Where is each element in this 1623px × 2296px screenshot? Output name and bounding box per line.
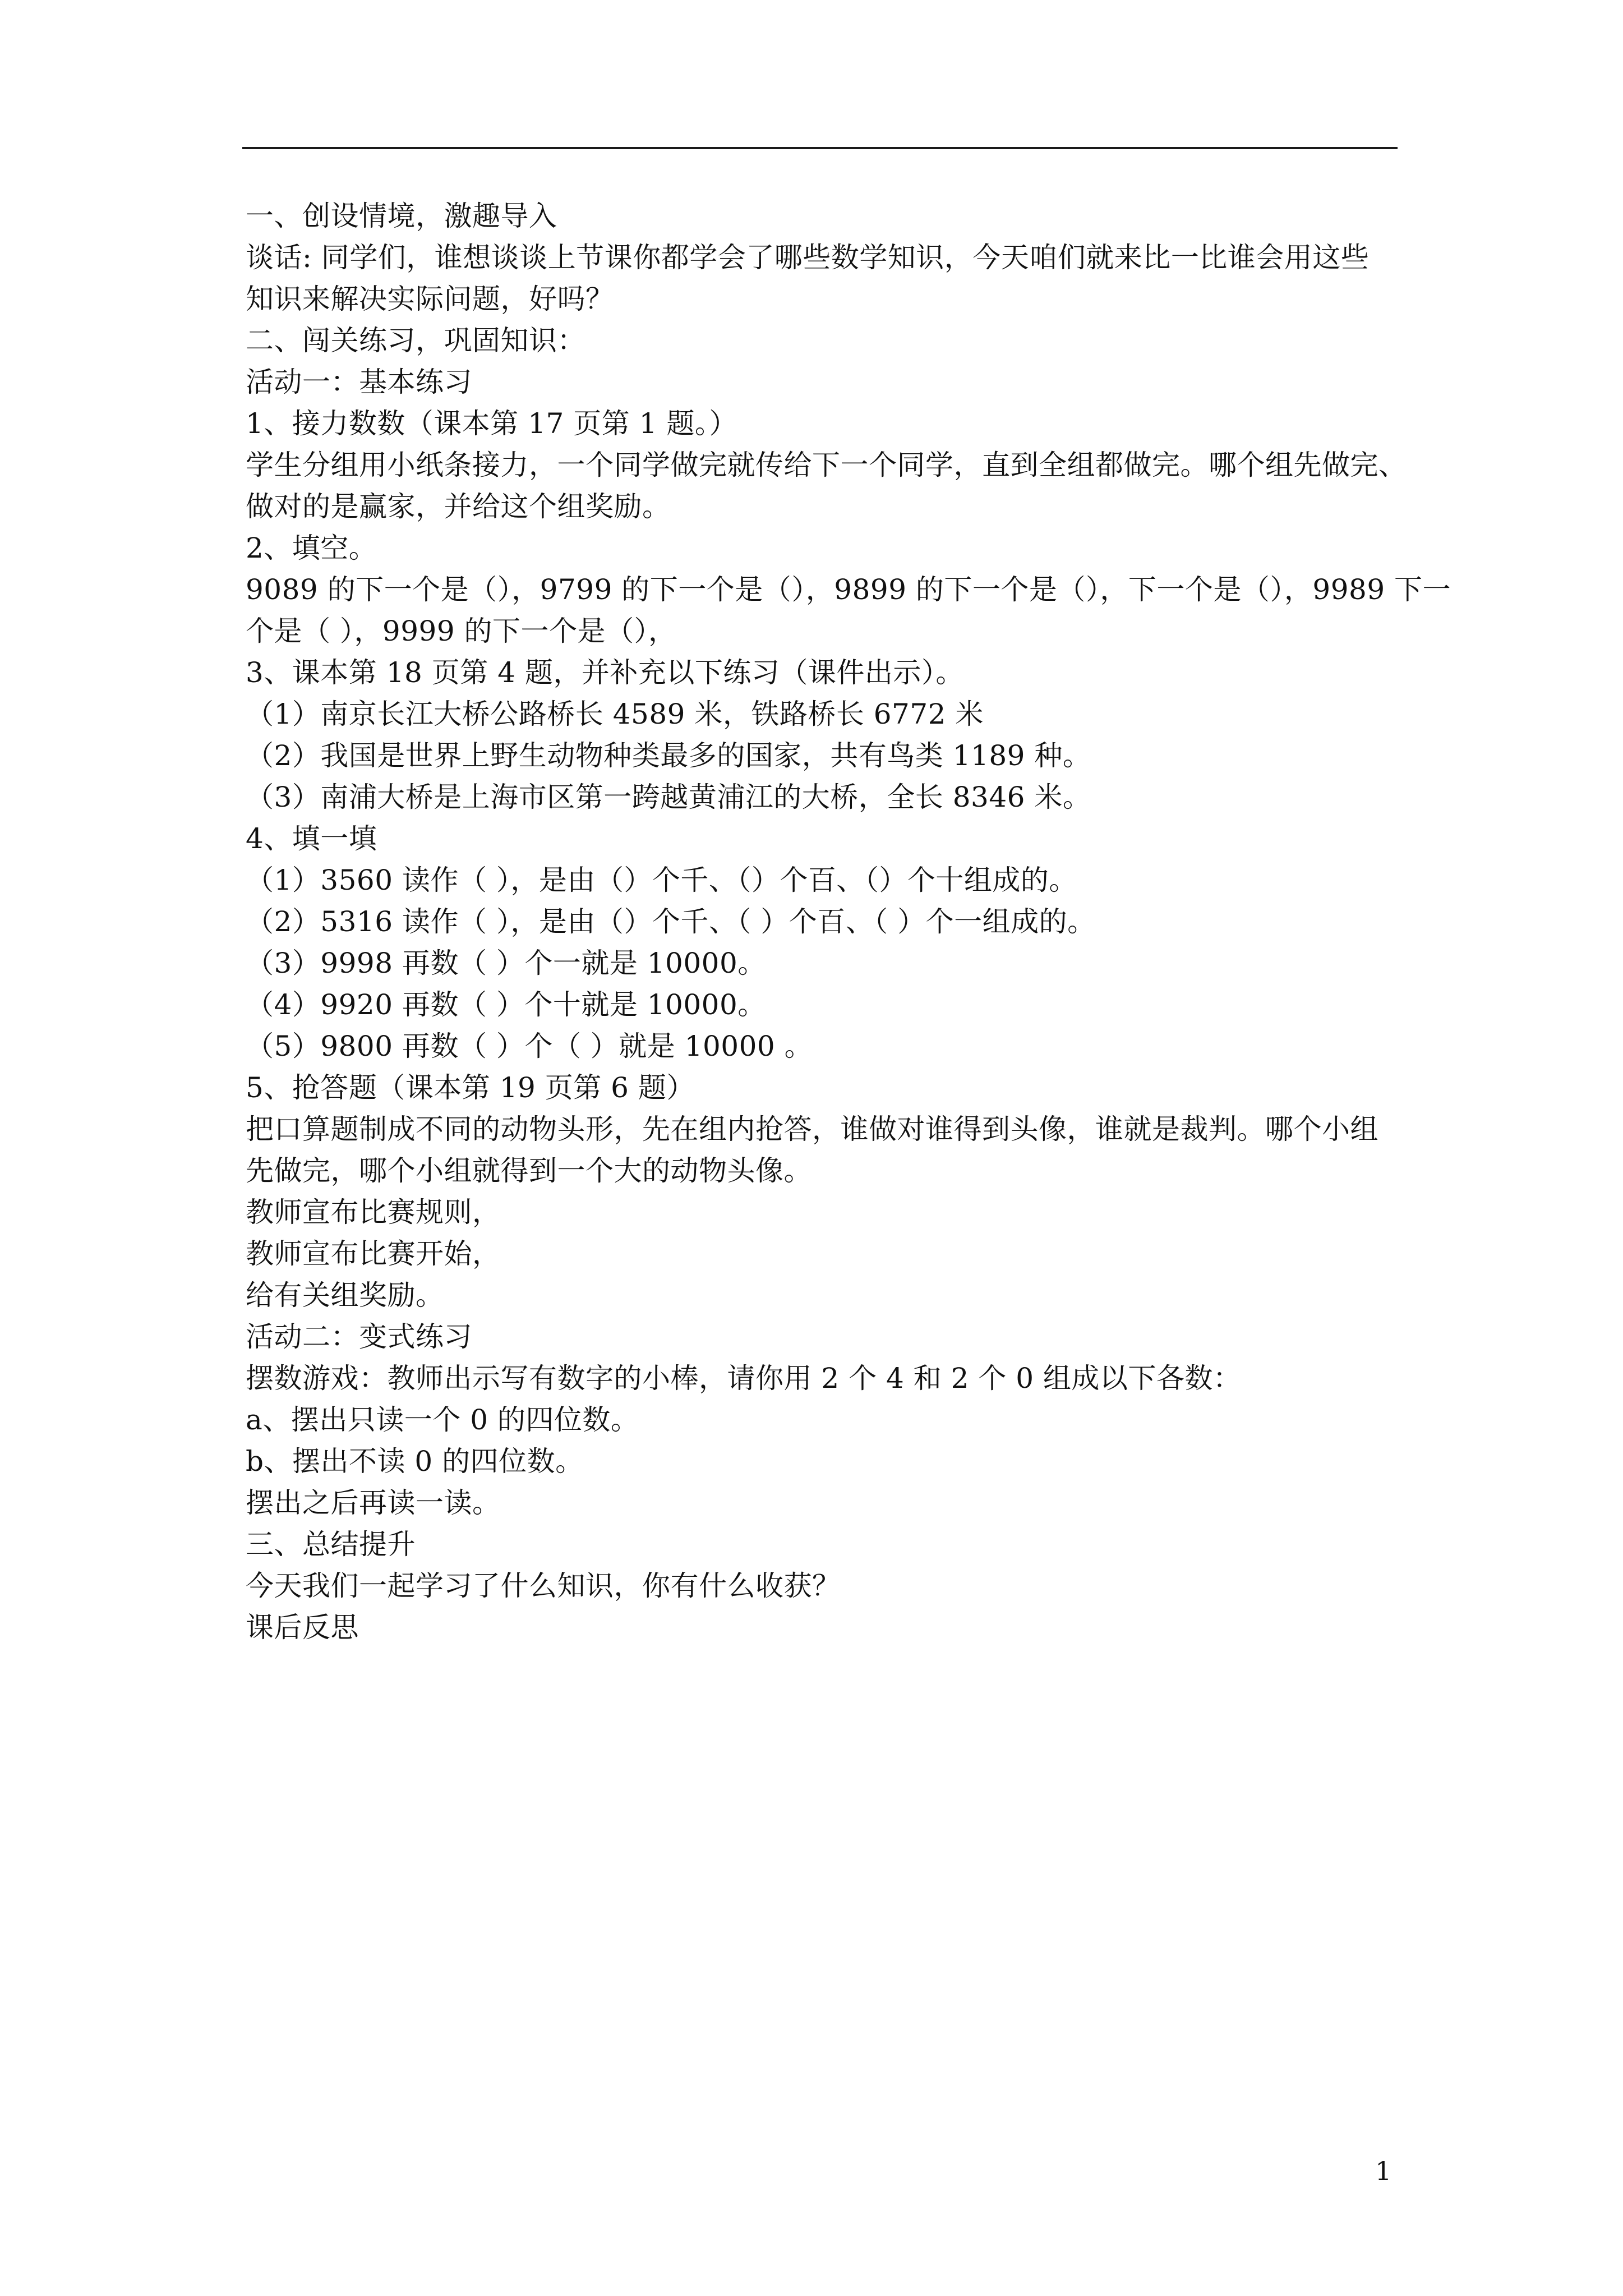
list-item: a、摆出只读一个 0 的四位数。 [246, 1404, 639, 1436]
list-item: （3）南浦大桥是上海市区第一跨越黄浦江的大桥，全长 8346 米。 [246, 781, 1091, 813]
list-item: （5）9800 再数（ ）个（ ）就是 10000 。 [246, 1030, 813, 1062]
paragraph-line: 做对的是赢家，并给这个组奖励。 [246, 490, 671, 523]
list-item: b、摆出不读 0 的四位数。 [246, 1445, 584, 1478]
list-item: （3）9998 再数（ ）个一就是 10000。 [246, 947, 766, 979]
paragraph-line: 9089 的下一个是（），9799 的下一个是（），9899 的下一个是（），下一个是（），9989 下一 [246, 573, 1451, 606]
section-heading-3: 三、总结提升 [246, 1528, 416, 1561]
paragraph-line: 教师宣布比赛规则， [246, 1196, 501, 1228]
paragraph-line: 个是（ ），9999 的下一个是（）， [246, 615, 677, 647]
header-rule [242, 147, 1398, 149]
page-number: 1 [1375, 2156, 1392, 2186]
exercise-heading-2: 2、填空。 [246, 532, 377, 564]
paragraph-line: 今天我们一起学习了什么知识，你有什么收获？ [246, 1570, 841, 1602]
section-heading-2: 二、闯关练习，巩固知识： [246, 324, 585, 357]
reflection-heading: 课后反思 [246, 1611, 359, 1644]
list-item: （1）3560 读作（ ），是由（）个千、（）个百、（）个十组成的。 [246, 864, 1077, 896]
paragraph-line: 先做完，哪个小组就得到一个大的动物头像。 [246, 1154, 812, 1187]
paragraph-line: 摆数游戏：教师出示写有数字的小棒，请你用 2 个 4 和 2 个 0 组成以下各数： [246, 1362, 1242, 1395]
paragraph-line: 学生分组用小纸条接力，一个同学做完就传给下一个同学，直到全组都做完。哪个组先做完、 [246, 449, 1407, 481]
exercise-heading-4: 4、填一填 [246, 822, 377, 855]
paragraph-line: 摆出之后再读一读。 [246, 1487, 501, 1519]
paragraph-line: 教师宣布比赛开始， [246, 1237, 501, 1270]
paragraph-line: 把口算题制成不同的动物头形，先在组内抢答，谁做对谁得到头像，谁就是裁判。哪个小组 [246, 1113, 1378, 1145]
activity-heading-1: 活动一：基本练习 [246, 366, 472, 398]
paragraph-line: 知识来解决实际问题，好吗？ [246, 283, 614, 315]
exercise-heading-3: 3、课本第 18 页第 4 题，并补充以下练习（课件出示）。 [246, 656, 964, 689]
list-item: （4）9920 再数（ ）个十就是 10000。 [246, 988, 766, 1021]
paragraph-line: 谈话: 同学们，谁想谈谈上节课你都学会了哪些数学知识，今天咱们就来比一比谁会用这些 [246, 241, 1370, 274]
document-body [246, 195, 1451, 1648]
exercise-heading-1: 1、接力数数（课本第 17 页第 1 题。） [246, 407, 737, 440]
list-item: （2）我国是世界上野生动物种类最多的国家，共有鸟类 1189 种。 [246, 739, 1091, 772]
section-heading-1: 一、创设情境，激趣导入 [246, 200, 557, 232]
exercise-heading-5: 5、抢答题（课本第 19 页第 6 题） [246, 1071, 695, 1104]
paragraph-line: 给有关组奖励。 [246, 1279, 444, 1312]
list-item: （2）5316 读作（ ），是由（）个千、（ ）个百、（ ）个一组成的。 [246, 905, 1096, 938]
activity-heading-2: 活动二：变式练习 [246, 1320, 472, 1353]
list-item: （1）南京长江大桥公路桥长 4589 米，铁路桥长 6772 米 [246, 698, 984, 730]
